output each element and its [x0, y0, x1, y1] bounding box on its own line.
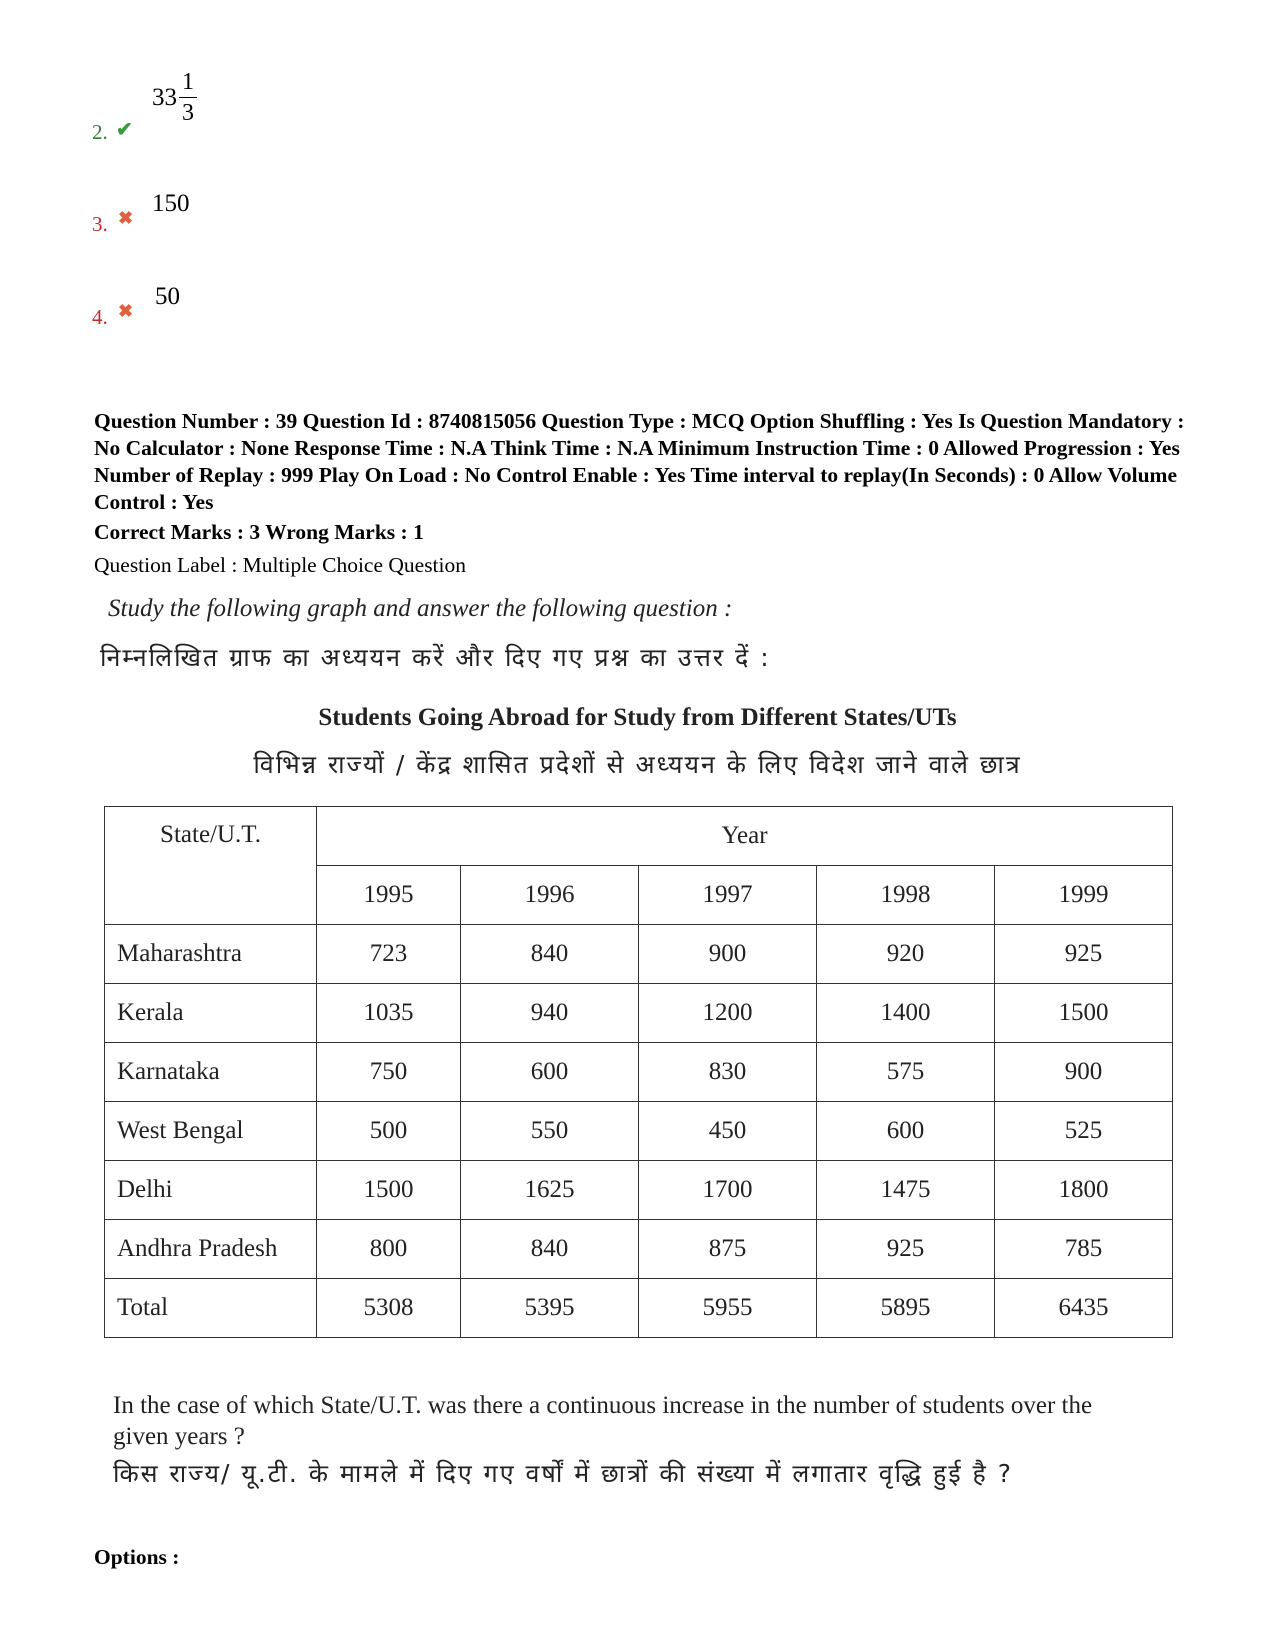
marks-info: Correct Marks : 3 Wrong Marks : 1 [94, 520, 424, 544]
value-cell: 5395 [461, 1279, 639, 1338]
year-header-cell: 1996 [461, 866, 639, 925]
value-cell: 1700 [639, 1161, 817, 1220]
state-cell: West Bengal [105, 1102, 317, 1161]
fraction-whole: 33 [152, 83, 177, 111]
value-cell: 920 [817, 925, 995, 984]
state-cell: Maharashtra [105, 925, 317, 984]
value-cell: 840 [461, 925, 639, 984]
option-number: 4. [92, 305, 108, 329]
state-cell: Karnataka [105, 1043, 317, 1102]
cross-icon: ✖ [118, 208, 134, 228]
value-cell: 785 [995, 1220, 1173, 1279]
question-meta: Question Number : 39 Question Id : 8740815056 Question Type : MCQ Option Shuffling : Yes Is Question Mandatory : No Calculator : None Response Time : N.A Think Time : N.A Minimum Instruction Time : 0 Allowed Progression : Yes Number of Replay : 999 Play On Load : No Control Enable : Yes Time interval to replay(In Seconds) : 0 Allow Volume Control : Yes [94, 409, 1185, 514]
fraction-denominator: 3 [182, 100, 194, 126]
fraction-numerator: 1 [179, 70, 197, 98]
value-cell: 525 [995, 1102, 1173, 1161]
value-cell: 1035 [317, 984, 461, 1043]
state-cell: Delhi [105, 1161, 317, 1220]
instruction-hi: निम्नलिखित ग्राफ का अध्ययन करें और दिए गए प्रश्न का उत्तर दें : [100, 643, 771, 672]
state-cell: Andhra Pradesh [105, 1220, 317, 1279]
students-table [104, 806, 1173, 1338]
instruction-en: Study the following graph and answer the following question : [108, 595, 733, 622]
state-cell: Kerala [105, 984, 317, 1043]
value-cell: 600 [461, 1043, 639, 1102]
option-value-fraction [152, 70, 197, 125]
value-cell: 750 [317, 1043, 461, 1102]
year-header-cell: 1995 [317, 866, 461, 925]
table-row [105, 925, 1173, 984]
value-cell: 1475 [817, 1161, 995, 1220]
value-cell: 600 [817, 1102, 995, 1161]
value-cell: 800 [317, 1220, 461, 1279]
question-text-en: In the case of which State/U.T. was there a continuous increase in the number of students over the given years ? [113, 1392, 1093, 1450]
value-cell: 1500 [995, 984, 1173, 1043]
question-text-hi: किस राज्य/ यू.टी. के मामले में दिए गए वर्षों में छात्रों की संख्या में लगातार वृद्धि हुई है ? [113, 1459, 1014, 1488]
value-cell: 900 [995, 1043, 1173, 1102]
year-header-cell: 1998 [817, 866, 995, 925]
value-cell: 940 [461, 984, 639, 1043]
value-cell: 875 [639, 1220, 817, 1279]
year-header: Year [317, 807, 1173, 866]
options-label: Options : [94, 1545, 180, 1569]
value-cell: 450 [639, 1102, 817, 1161]
option-value: 150 [152, 190, 190, 217]
value-cell: 1800 [995, 1161, 1173, 1220]
check-icon: ✔ [116, 119, 133, 141]
year-header-cell: 1999 [995, 866, 1173, 925]
value-cell: 575 [817, 1043, 995, 1102]
value-cell: 550 [461, 1102, 639, 1161]
year-header-cell: 1997 [639, 866, 817, 925]
value-cell: 1500 [317, 1161, 461, 1220]
option-number: 2. [92, 120, 108, 144]
table-row [105, 1220, 1173, 1279]
table-row [105, 984, 1173, 1043]
table-title-en: Students Going Abroad for Study from Different States/UTs [318, 704, 957, 731]
value-cell: 500 [317, 1102, 461, 1161]
value-cell: 1625 [461, 1161, 639, 1220]
value-cell: 925 [995, 925, 1173, 984]
table-row [105, 1102, 1173, 1161]
value-cell: 840 [461, 1220, 639, 1279]
option-number: 3. [92, 212, 108, 236]
question-label: Question Label : Multiple Choice Question [94, 553, 467, 577]
value-cell: 5955 [639, 1279, 817, 1338]
value-cell: 723 [317, 925, 461, 984]
value-cell: 5895 [817, 1279, 995, 1338]
table-title-hi: विभिन्न राज्यों / केंद्र शासित प्रदेशों से अध्ययन के लिए विदेश जाने वाले छात्र [253, 750, 1022, 779]
option-value: 50 [155, 283, 180, 310]
table-row [105, 1161, 1173, 1220]
value-cell: 925 [817, 1220, 995, 1279]
state-header: State/U.T. [105, 807, 317, 925]
value-cell: 900 [639, 925, 817, 984]
cross-icon: ✖ [118, 301, 134, 321]
value-cell: 1400 [817, 984, 995, 1043]
value-cell: 830 [639, 1043, 817, 1102]
value-cell: 5308 [317, 1279, 461, 1338]
table-row [105, 1043, 1173, 1102]
value-cell: 1200 [639, 984, 817, 1043]
state-cell: Total [105, 1279, 317, 1338]
table-row [105, 1279, 1173, 1338]
value-cell: 6435 [995, 1279, 1173, 1338]
